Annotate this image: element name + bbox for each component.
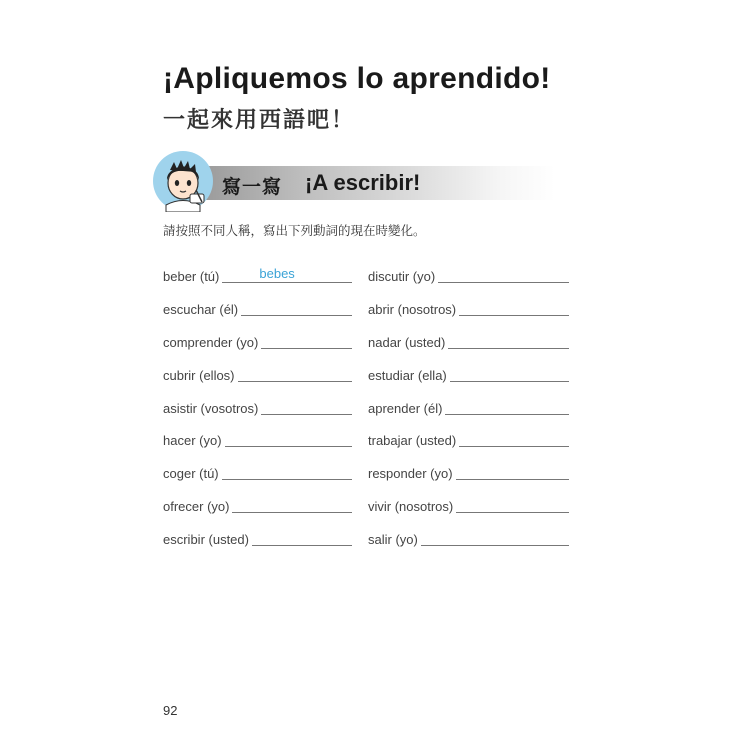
answer-blank[interactable] xyxy=(438,266,569,283)
answer-blank[interactable] xyxy=(261,398,352,415)
exercise-label: comprender (yo) xyxy=(163,335,259,350)
answer-blank[interactable] xyxy=(232,496,352,513)
answer-blank[interactable] xyxy=(456,496,569,513)
exercise-label: escribir (usted) xyxy=(163,532,249,547)
exercise-label: asistir (vosotros) xyxy=(163,401,259,416)
answer-blank[interactable] xyxy=(261,332,352,349)
exercise-item xyxy=(368,365,569,383)
page-subtitle: 一起來用西語吧！ xyxy=(163,108,356,133)
answer-blank[interactable] xyxy=(448,332,569,349)
answer-blank[interactable] xyxy=(241,299,352,316)
exercise-label: aprender (él) xyxy=(368,401,443,416)
section-label-cn: 寫一寫 xyxy=(222,176,283,198)
exercise-item xyxy=(368,496,569,514)
answer-text: bebes xyxy=(259,266,295,281)
answer-blank[interactable] xyxy=(225,430,352,447)
answer-blank[interactable] xyxy=(222,463,352,480)
exercise-label: responder (yo) xyxy=(368,466,453,481)
exercise-label: vivir (nosotros) xyxy=(368,499,454,514)
exercise-item xyxy=(368,266,569,284)
exercise-label: salir (yo) xyxy=(368,532,418,547)
exercise-item xyxy=(163,430,352,448)
exercise-label: beber (tú) xyxy=(163,269,220,284)
exercise-label: hacer (yo) xyxy=(163,433,222,448)
exercise-label: estudiar (ella) xyxy=(368,368,447,383)
exercise-item xyxy=(163,496,352,514)
exercise-label: escuchar (él) xyxy=(163,302,239,317)
exercise-item xyxy=(368,463,569,481)
answer-blank[interactable] xyxy=(252,529,352,546)
exercise-item xyxy=(163,365,352,383)
section-label-es: ¡A escribir! xyxy=(305,170,421,195)
answer-blank[interactable] xyxy=(238,365,352,382)
answer-blank[interactable] xyxy=(459,299,569,316)
instruction-text: 請按照不同人稱，寫出下列動詞的現在時變化。 xyxy=(163,223,426,238)
exercise-item xyxy=(368,529,569,547)
exercise-label: nadar (usted) xyxy=(368,335,446,350)
answer-blank[interactable] xyxy=(421,529,569,546)
exercise-item xyxy=(163,463,352,481)
page-title: ¡Apliquemos lo aprendido! xyxy=(163,62,551,95)
exercise-item xyxy=(163,332,352,350)
exercise-label: coger (tú) xyxy=(163,466,219,481)
exercise-item xyxy=(368,332,569,350)
answer-blank[interactable] xyxy=(222,266,352,283)
page-number: 92 xyxy=(163,703,178,718)
exercise-item xyxy=(163,529,352,547)
answer-blank[interactable] xyxy=(456,463,569,480)
exercise-item xyxy=(163,266,352,284)
exercise-item xyxy=(163,299,352,317)
exercise-label: ofrecer (yo) xyxy=(163,499,230,514)
exercise-item xyxy=(368,398,569,416)
exercise-label: trabajar (usted) xyxy=(368,433,457,448)
answer-blank[interactable] xyxy=(459,430,569,447)
exercise-item xyxy=(163,398,352,416)
exercise-item xyxy=(368,430,569,448)
answer-blank[interactable] xyxy=(445,398,569,415)
exercise-label: abrir (nosotros) xyxy=(368,302,457,317)
exercise-item xyxy=(368,299,569,317)
exercise-label: discutir (yo) xyxy=(368,269,436,284)
exercise-label: cubrir (ellos) xyxy=(163,368,235,383)
answer-blank[interactable] xyxy=(450,365,569,382)
boy-writing-icon xyxy=(152,150,214,212)
